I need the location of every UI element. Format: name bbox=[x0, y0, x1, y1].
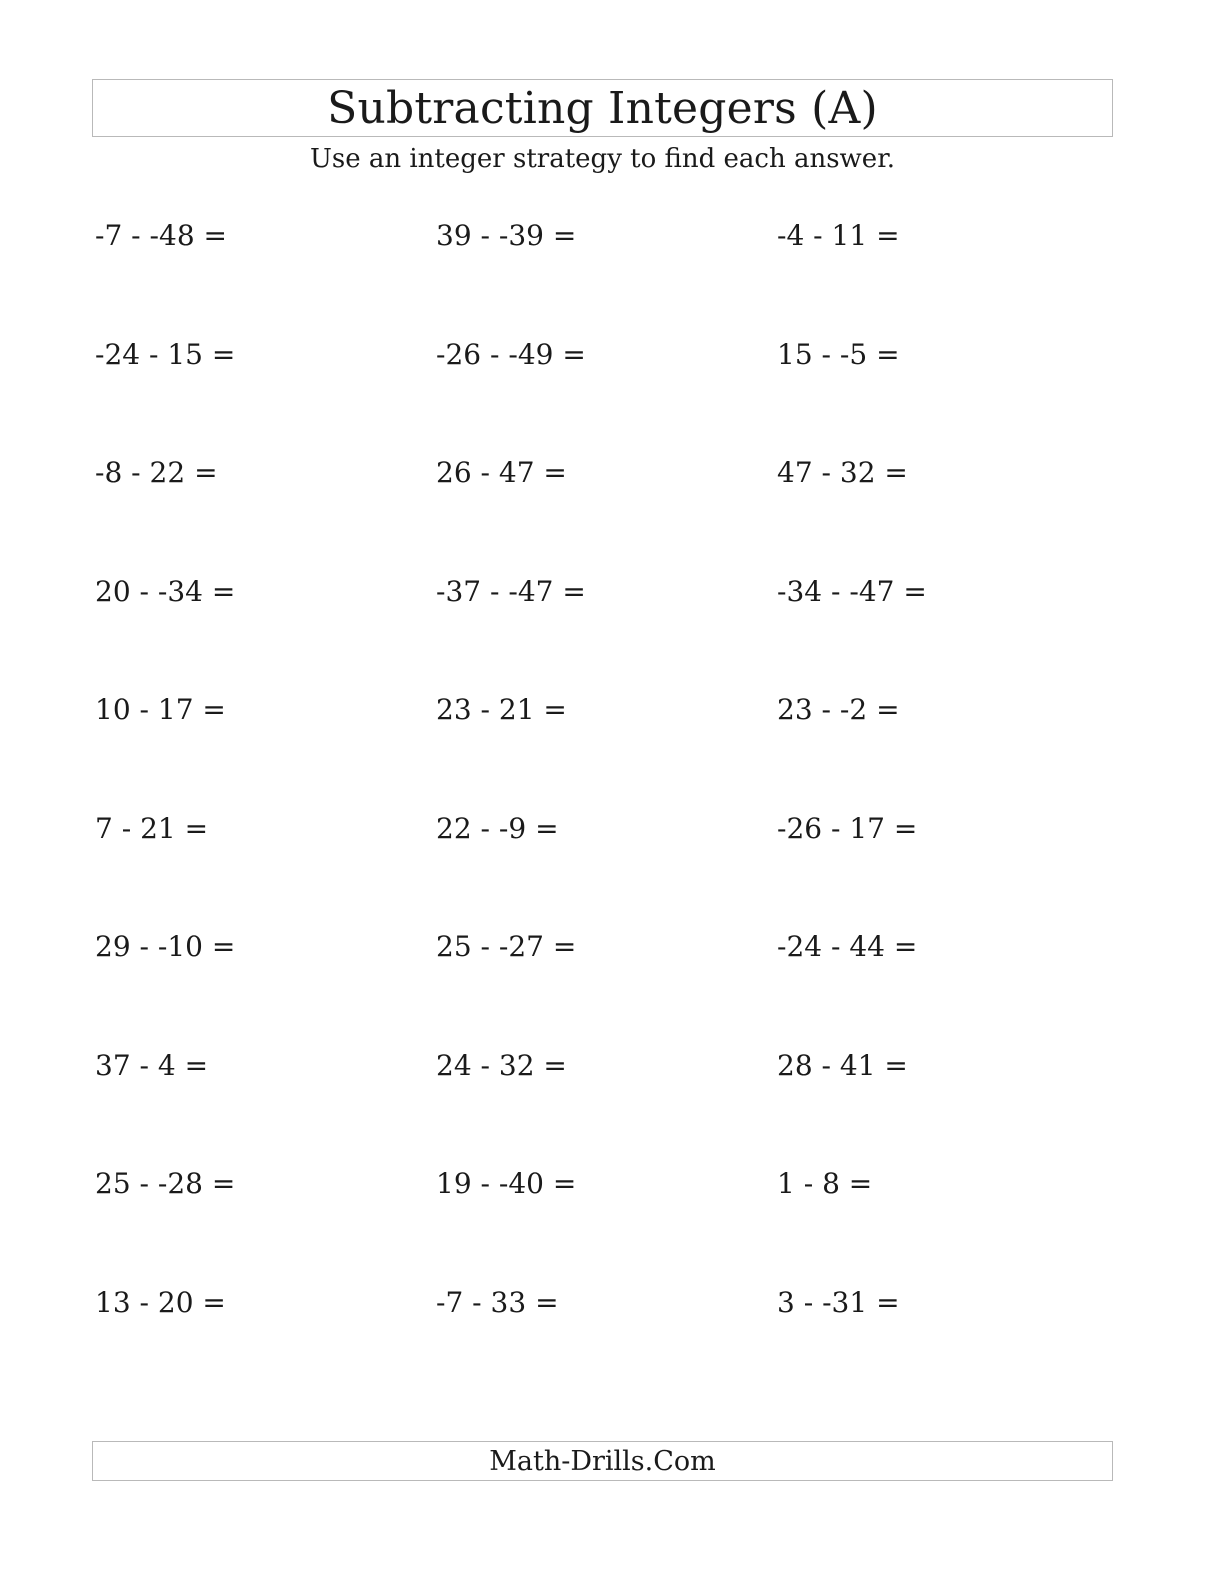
problem-item: -7 - 33 = bbox=[436, 1285, 559, 1319]
problem-item: -24 - 15 = bbox=[95, 337, 236, 371]
problem-item: 22 - -9 = bbox=[436, 811, 559, 845]
problem-item: -4 - 11 = bbox=[777, 219, 900, 252]
problem-item: -26 - -49 = bbox=[436, 337, 586, 371]
problem-item: 25 - -27 = bbox=[436, 930, 577, 963]
problem-item: 39 - -39 = bbox=[436, 219, 577, 252]
worksheet-instructions: Use an integer strategy to find each answer. bbox=[309, 144, 896, 174]
problem-item: 10 - 17 = bbox=[95, 693, 226, 726]
footer-brand: Math-Drills.Com bbox=[489, 1445, 716, 1477]
problem-item: 29 - -10 = bbox=[95, 930, 236, 963]
problem-item: 19 - -40 = bbox=[436, 1167, 577, 1200]
worksheet-title: Subtracting Integers (A) bbox=[327, 83, 878, 134]
problem-item: 28 - 41 = bbox=[777, 1048, 908, 1082]
problem-item: 13 - 20 = bbox=[95, 1285, 226, 1319]
problem-item: 25 - -28 = bbox=[95, 1167, 236, 1200]
problem-item: 37 - 4 = bbox=[95, 1048, 209, 1082]
problem-item: 47 - 32 = bbox=[777, 456, 908, 489]
problem-item: 3 - -31 = bbox=[777, 1285, 900, 1319]
problem-item: 15 - -5 = bbox=[777, 337, 900, 371]
problem-item: -7 - -48 = bbox=[95, 219, 227, 252]
problem-item: -34 - -47 = bbox=[777, 574, 927, 608]
problem-grid bbox=[95, 218, 1125, 1418]
problem-item: -37 - -47 = bbox=[436, 574, 586, 608]
problem-item: 23 - -2 = bbox=[777, 693, 900, 726]
problem-item: -24 - 44 = bbox=[777, 930, 918, 963]
problem-item: 1 - 8 = bbox=[777, 1167, 873, 1200]
title-box bbox=[92, 79, 1113, 137]
problem-item: -8 - 22 = bbox=[95, 456, 218, 489]
problem-item: 20 - -34 = bbox=[95, 574, 236, 608]
problem-item: -26 - 17 = bbox=[777, 811, 918, 845]
problem-item: 26 - 47 = bbox=[436, 456, 567, 489]
problem-item: 24 - 32 = bbox=[436, 1048, 567, 1082]
problem-item: 7 - 21 = bbox=[95, 811, 209, 845]
footer-box bbox=[92, 1441, 1113, 1481]
problem-item: 23 - 21 = bbox=[436, 693, 567, 726]
